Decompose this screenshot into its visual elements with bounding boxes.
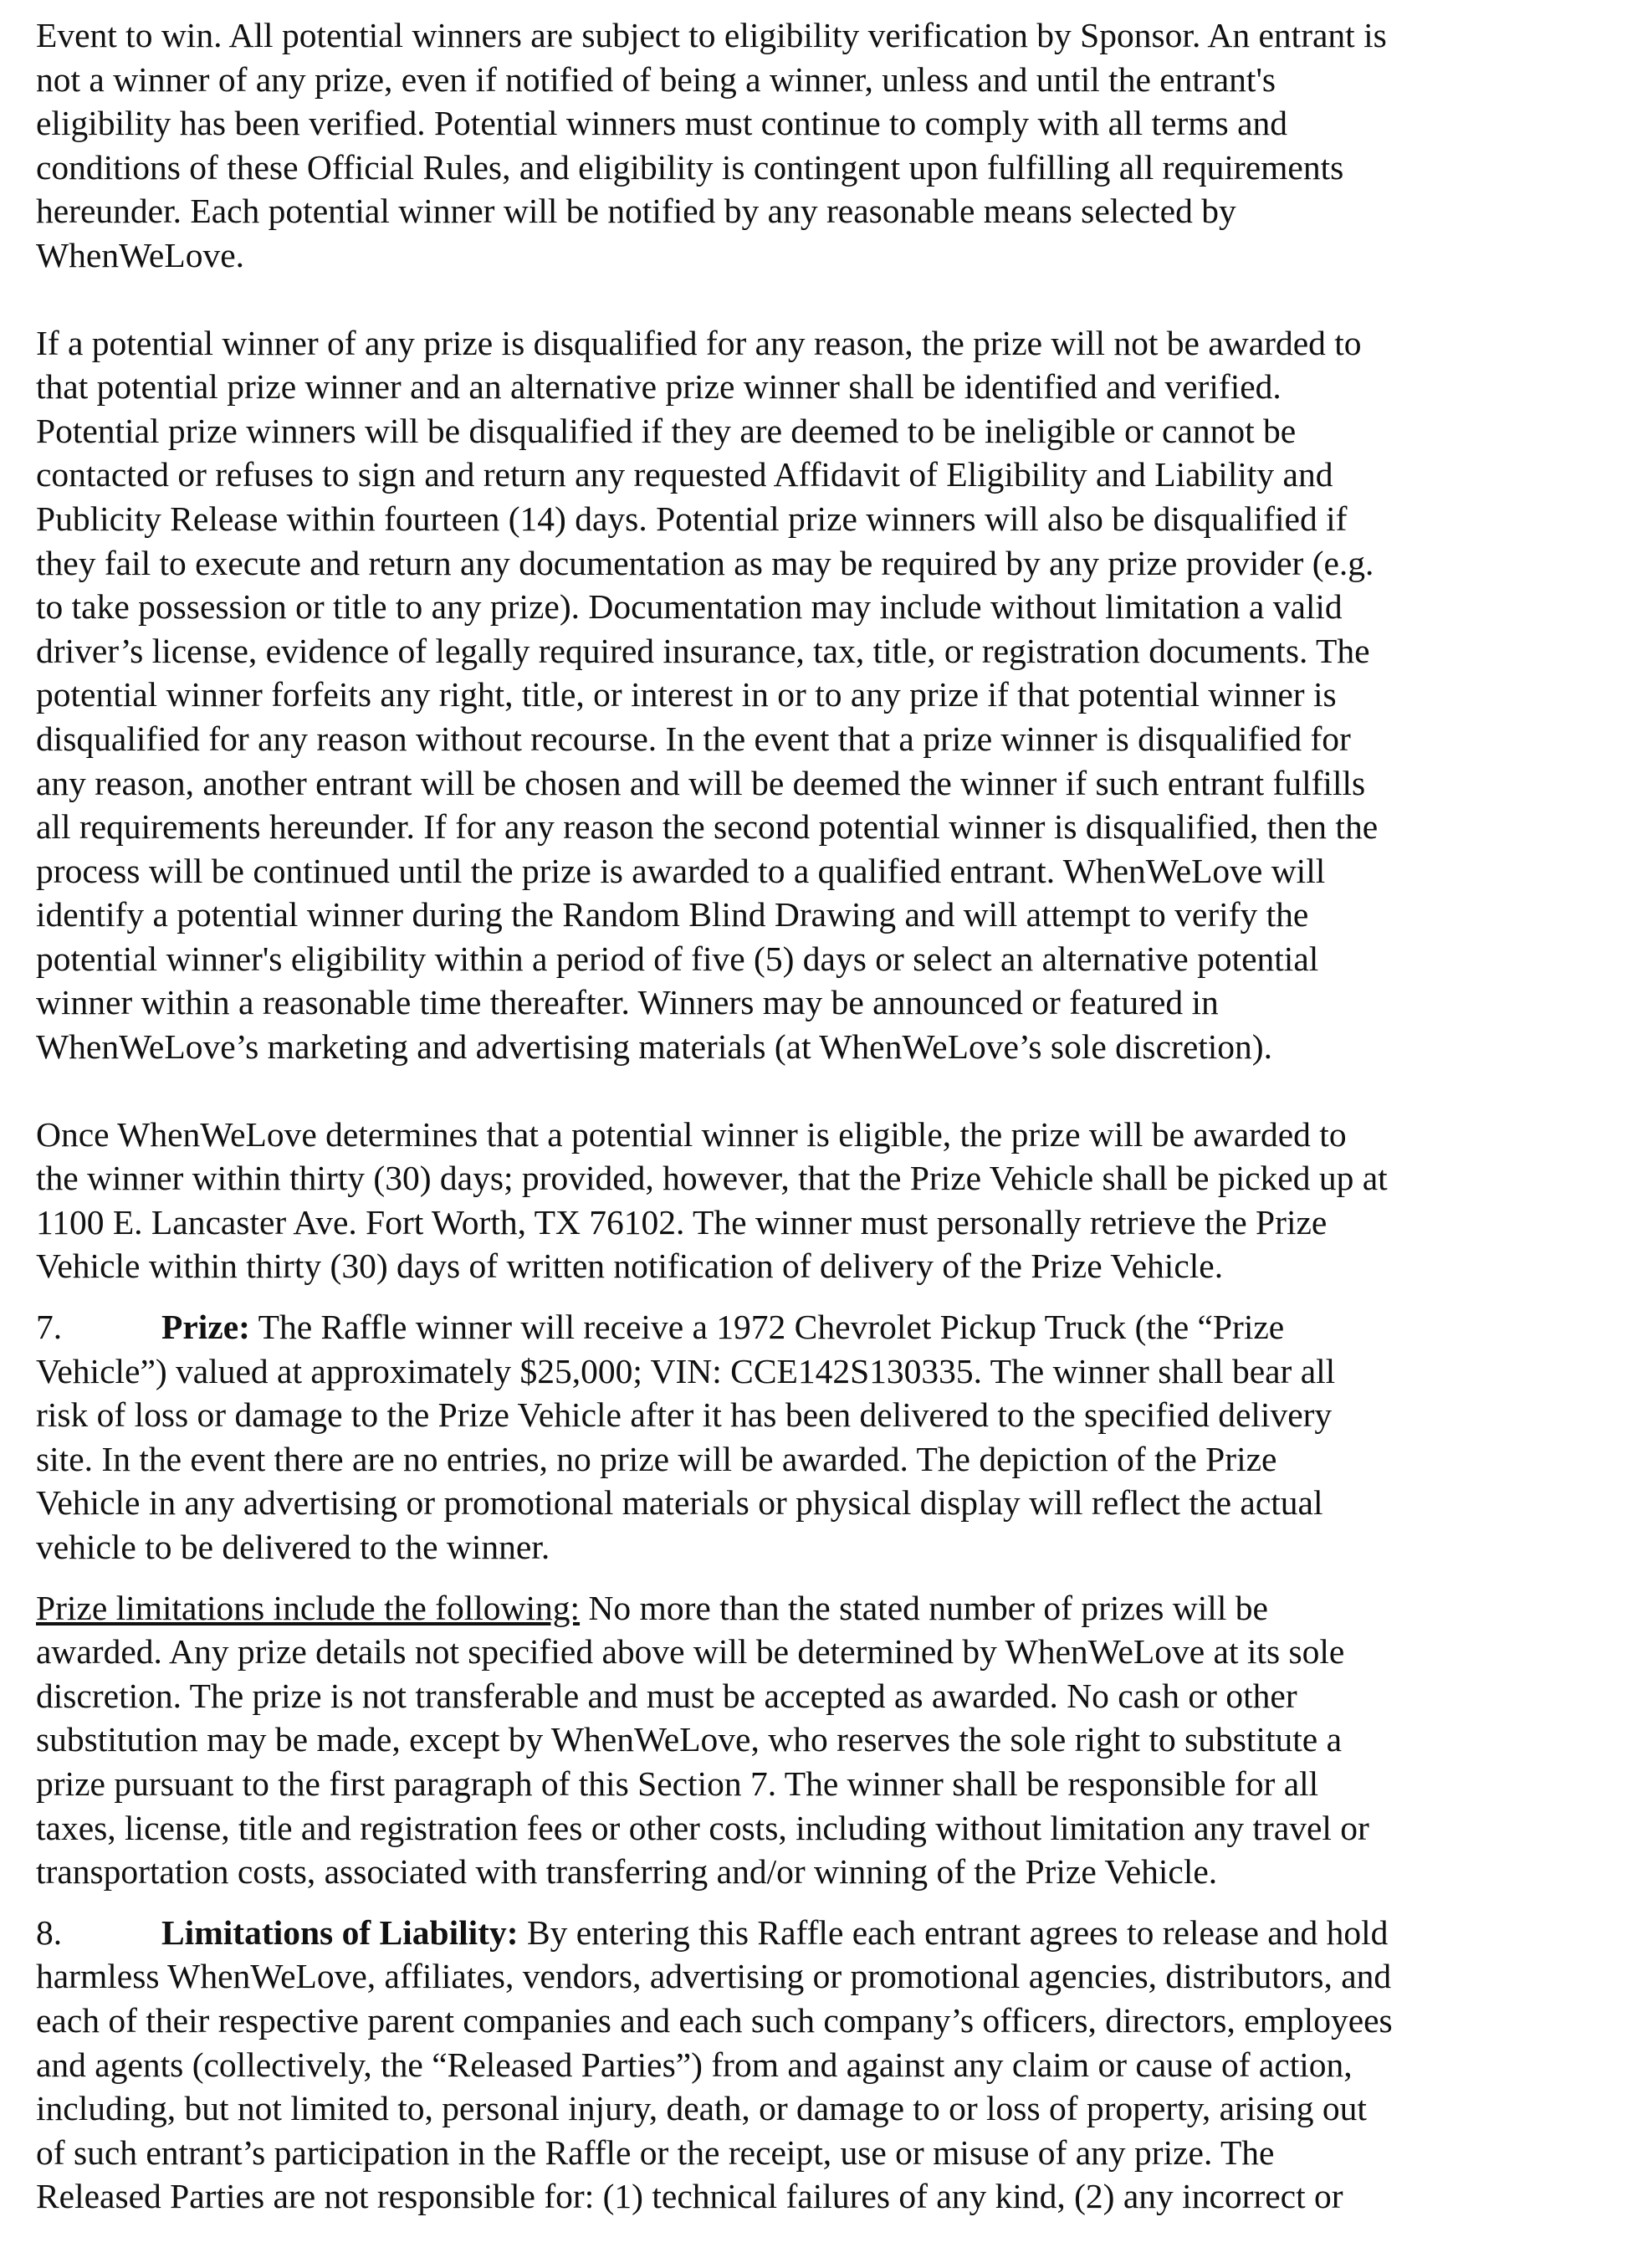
section-8-liability <box>36 1911 1609 2219</box>
section-8-number: 8. <box>36 1912 63 1952</box>
paragraph-eligibility: Event to win. All potential winners are subject to eligibility verification by Sponsor. An entrant is not a winner of any prize, even if notified of being a winner, unless and until the entrant's eligibility has been verified. Potential winners must continue to comply with all terms and conditions of these Official Rules, and eligibility is contingent upon fulfilling all requirements hereunder. Each potential winner will be notified by any reasonable means selected by WhenWeLove. <box>36 16 1387 274</box>
paragraph-prize-award: Once WhenWeLove determines that a potential winner is eligible, the prize will be awarded to the winner within thirty (30) days; provided, however, that the Prize Vehicle shall be picked up at 1100 E. Lancaster Ave. Fort Worth, TX 76102. The winner must personally retrieve the Prize Vehicle within thirty (30) days of written notification of delivery of the Prize Vehicle. <box>36 1114 1388 1286</box>
section-7-text: The Raffle winner will receive a 1972 Chevrolet Pickup Truck (the “Prize Vehicle”) valued at approximately $25,000; VIN: CCE142S130335. The winner shall bear all risk of loss or damage to the Prize Vehicle after it has been delivered to the specified delivery site. In the event there are no entries, no prize will be awarded. The depiction of the Prize Vehicle in any advertising or promotional materials or physical display will reflect the actual vehicle to be delivered to the winner. <box>36 1308 1336 1566</box>
prize-limitations-label: Prize limitations include the following: <box>36 1588 581 1627</box>
paragraph-prize-limitations <box>36 1586 1609 1894</box>
section-8-text: By entering this Raffle each entrant agrees to release and hold harmless WhenWeLove, affiliates, vendors, advertising or promotional agencies, distributors, and each of their respective parent companies and each such company’s officers, directors, employees and agents (collectively, the “Released Parties”) from and against any claim or cause of action, including, but not limited to, personal injury, death, or damage to or loss of property, arising out of such entrant’s participation in the Raffle or the receipt, use or misuse of any prize. The Released Parties are not responsible for: (1) technical failures of any kind, (2) any incorrect or <box>36 1912 1393 2216</box>
section-8-heading: Limitations of Liability: <box>161 1912 519 1952</box>
section-7-number: 7. <box>36 1308 63 1347</box>
document-page <box>36 13 1609 2219</box>
paragraph-disqualification: If a potential winner of any prize is disqualified for any reason, the prize will not be awarded to that potential prize winner and an alternative prize winner shall be identified and verified. Potential prize winners will be disqualified if they are deemed to be ineligible or cannot be contacted or refuses to sign and return any requested Affidavit of Eligibility and Liability and Publicity Release within fourteen (14) days. Potential prize winners will also be disqualified if they fail to execute and return any documentation as may be required by any prize provider (e.g. to take possession or title to any prize). Documentation may include without limitation a valid driver’s license, evidence of legally required insurance, tax, title, or registration documents. The potential winner forfeits any right, title, or interest in or to any prize if that potential winner is disqualified for any reason without recourse. In the event that a prize winner is disqualified for any reason, another entrant will be chosen and will be deemed the winner if such entrant fulfills all requirements hereunder. If for any reason the second potential winner is disqualified, then the process will be continued until the prize is awarded to a qualified entrant. WhenWeLove will identify a potential winner during the Random Blind Drawing and will attempt to verify the potential winner's eligibility within a period of five (5) days or select an alternative potential winner within a reasonable time thereafter. Winners may be announced or featured in WhenWeLove’s marketing and advertising materials (at WhenWeLove’s sole discretion). <box>36 323 1379 1067</box>
section-7-heading: Prize: <box>161 1308 250 1347</box>
prize-limitations-text: No more than the stated number of prizes will be awarded. Any prize details not specified above will be determined by WhenWeLove at its sole discretion. The prize is not transferable and must be accepted as awarded. No cash or other substitution may be made, except by WhenWeLove, who reserves the sole right to substitute a prize pursuant to the first paragraph of this Section 7. The winner shall be responsible for all taxes, license, title and registration fees or other costs, including without limitation any travel or transportation costs, associated with transferring and/or winning of the Prize Vehicle. <box>36 1588 1369 1892</box>
section-7-prize <box>36 1305 1609 1569</box>
